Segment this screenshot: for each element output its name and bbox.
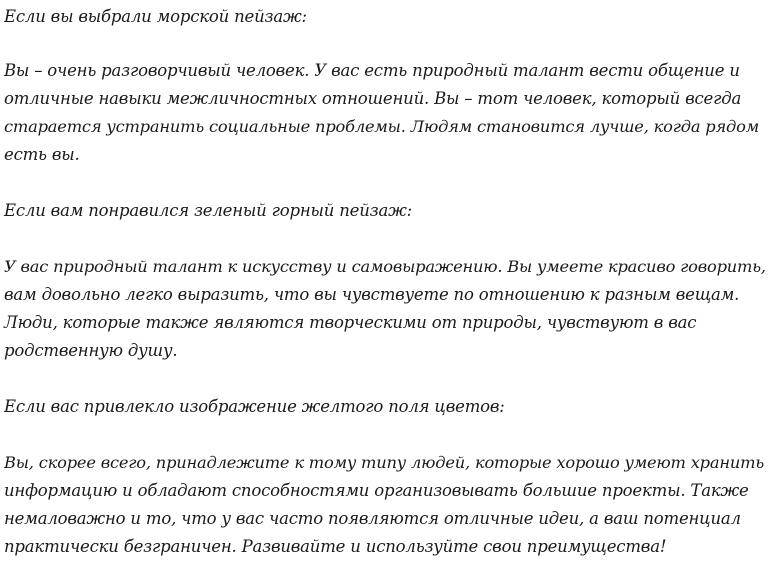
section-3-line-3: немаловажно и то, что у вас часто появляются отличные идеи, а ваш потенциал [4,509,741,528]
section-2-heading: Если вам понравился зеленый горный пейзаж: [4,201,412,220]
section-3-line-4: практически безграничен. Развивайте и используйте свои преимущества! [4,537,667,556]
section-3-line-2: информацию и обладают способностями организовывать большие проекты. Также [4,481,749,500]
section-1-line-3: старается устранить социальные проблемы. Людям становится лучше, когда рядом [4,117,760,136]
section-2-line-3: Люди, которые также являются творческими от природы, чувствуют в вас [4,313,697,332]
section-2-line-2: вам довольно легко выразить, что вы чувствуете по отношению к разным вещам. [4,285,740,304]
section-2-line-4: родственную душу. [4,341,178,360]
section-3-heading: Если вас привлекло изображение желтого поля цветов: [4,397,505,416]
section-1-line-4: есть вы. [4,145,80,164]
section-2-line-1: У вас природный талант к искусству и самовыражению. Вы умеете красиво говорить, [4,257,766,276]
section-3-line-1: Вы, скорее всего, принадлежите к тому типу людей, которые хорошо умеют хранить [4,453,764,472]
section-1-heading: Если вы выбрали морской пейзаж: [4,7,307,26]
section-1-line-2: отличные навыки межличностных отношений. Вы – тот человек, который всегда [4,89,742,108]
section-1-line-1: Вы – очень разговорчивый человек. У вас есть природный талант вести общение и [4,61,740,80]
